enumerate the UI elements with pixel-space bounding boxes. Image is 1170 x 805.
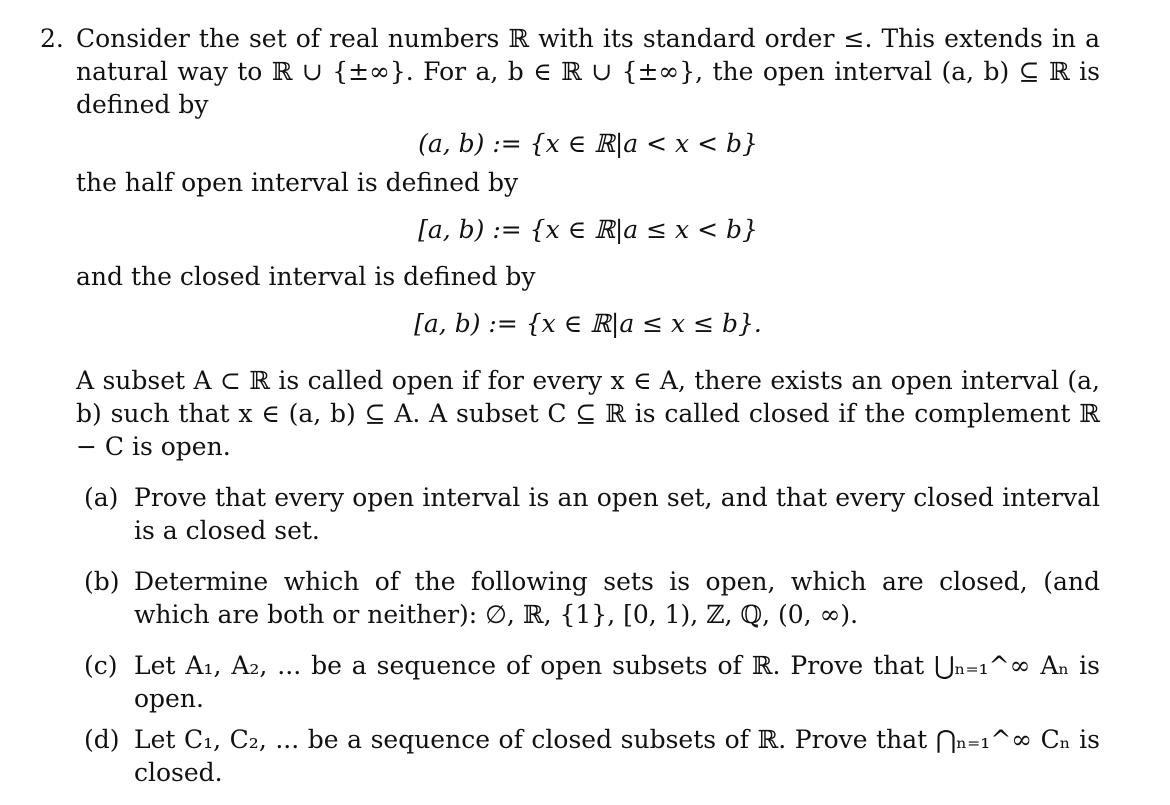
part-a-text: Prove that every open interval is an open set, and that every closed interval is a closed set. (134, 483, 1100, 545)
definitions-block (40, 127, 1100, 463)
part-b-text: Determine which of the following sets is open, which are closed, (and which are both or neither): ∅, ℝ, {1}, [0, 1), ℤ, ℚ, (0, ∞). (134, 567, 1100, 629)
intro-text: Consider the set of real numbers ℝ with its standard order ≤. This extends in a natural way to ℝ ∪ {±∞}. For a, b ∈ ℝ ∪ {±∞}, the open interval (a, b) ⊆ ℝ is defined by (76, 24, 1100, 119)
part-c-label: (c) (84, 651, 118, 680)
problem-intro (40, 22, 1100, 121)
part-c-text: Let A₁, A₂, ... be a sequence of open subsets of ℝ. Prove that ⋃ₙ₌₁^∞ Aₙ is open. (134, 651, 1100, 713)
part-d (40, 723, 1100, 789)
open-closed-set-definition: A subset A ⊂ ℝ is called open if for every x ∈ A, there exists an open interval (a, b) such that x ∈ (a, b) ⊆ A. A subset C ⊆ ℝ is called closed if the complement ℝ − C is open. (76, 366, 1100, 461)
part-b (40, 565, 1100, 631)
problem-page (40, 22, 1100, 789)
part-a (40, 481, 1100, 547)
part-d-text: Let C₁, C₂, ... be a sequence of closed subsets of ℝ. Prove that ⋂ₙ₌₁^∞ Cₙ is closed. (134, 725, 1100, 787)
part-b-label: (b) (84, 567, 120, 596)
part-c (40, 649, 1100, 715)
open-interval-definition: (a, b) := {x ∈ ℝ|a < x < b} (418, 129, 758, 158)
half-open-intro: the half open interval is defined by (76, 168, 519, 197)
closed-intro: and the closed interval is defined by (76, 262, 536, 291)
half-open-interval-definition: [a, b) := {x ∈ ℝ|a ≤ x < b} (418, 215, 758, 244)
closed-interval-definition: [a, b) := {x ∈ ℝ|a ≤ x ≤ b}. (414, 309, 762, 338)
problem-number: 2. (40, 24, 64, 53)
part-d-label: (d) (84, 725, 120, 754)
part-a-label: (a) (84, 483, 119, 512)
